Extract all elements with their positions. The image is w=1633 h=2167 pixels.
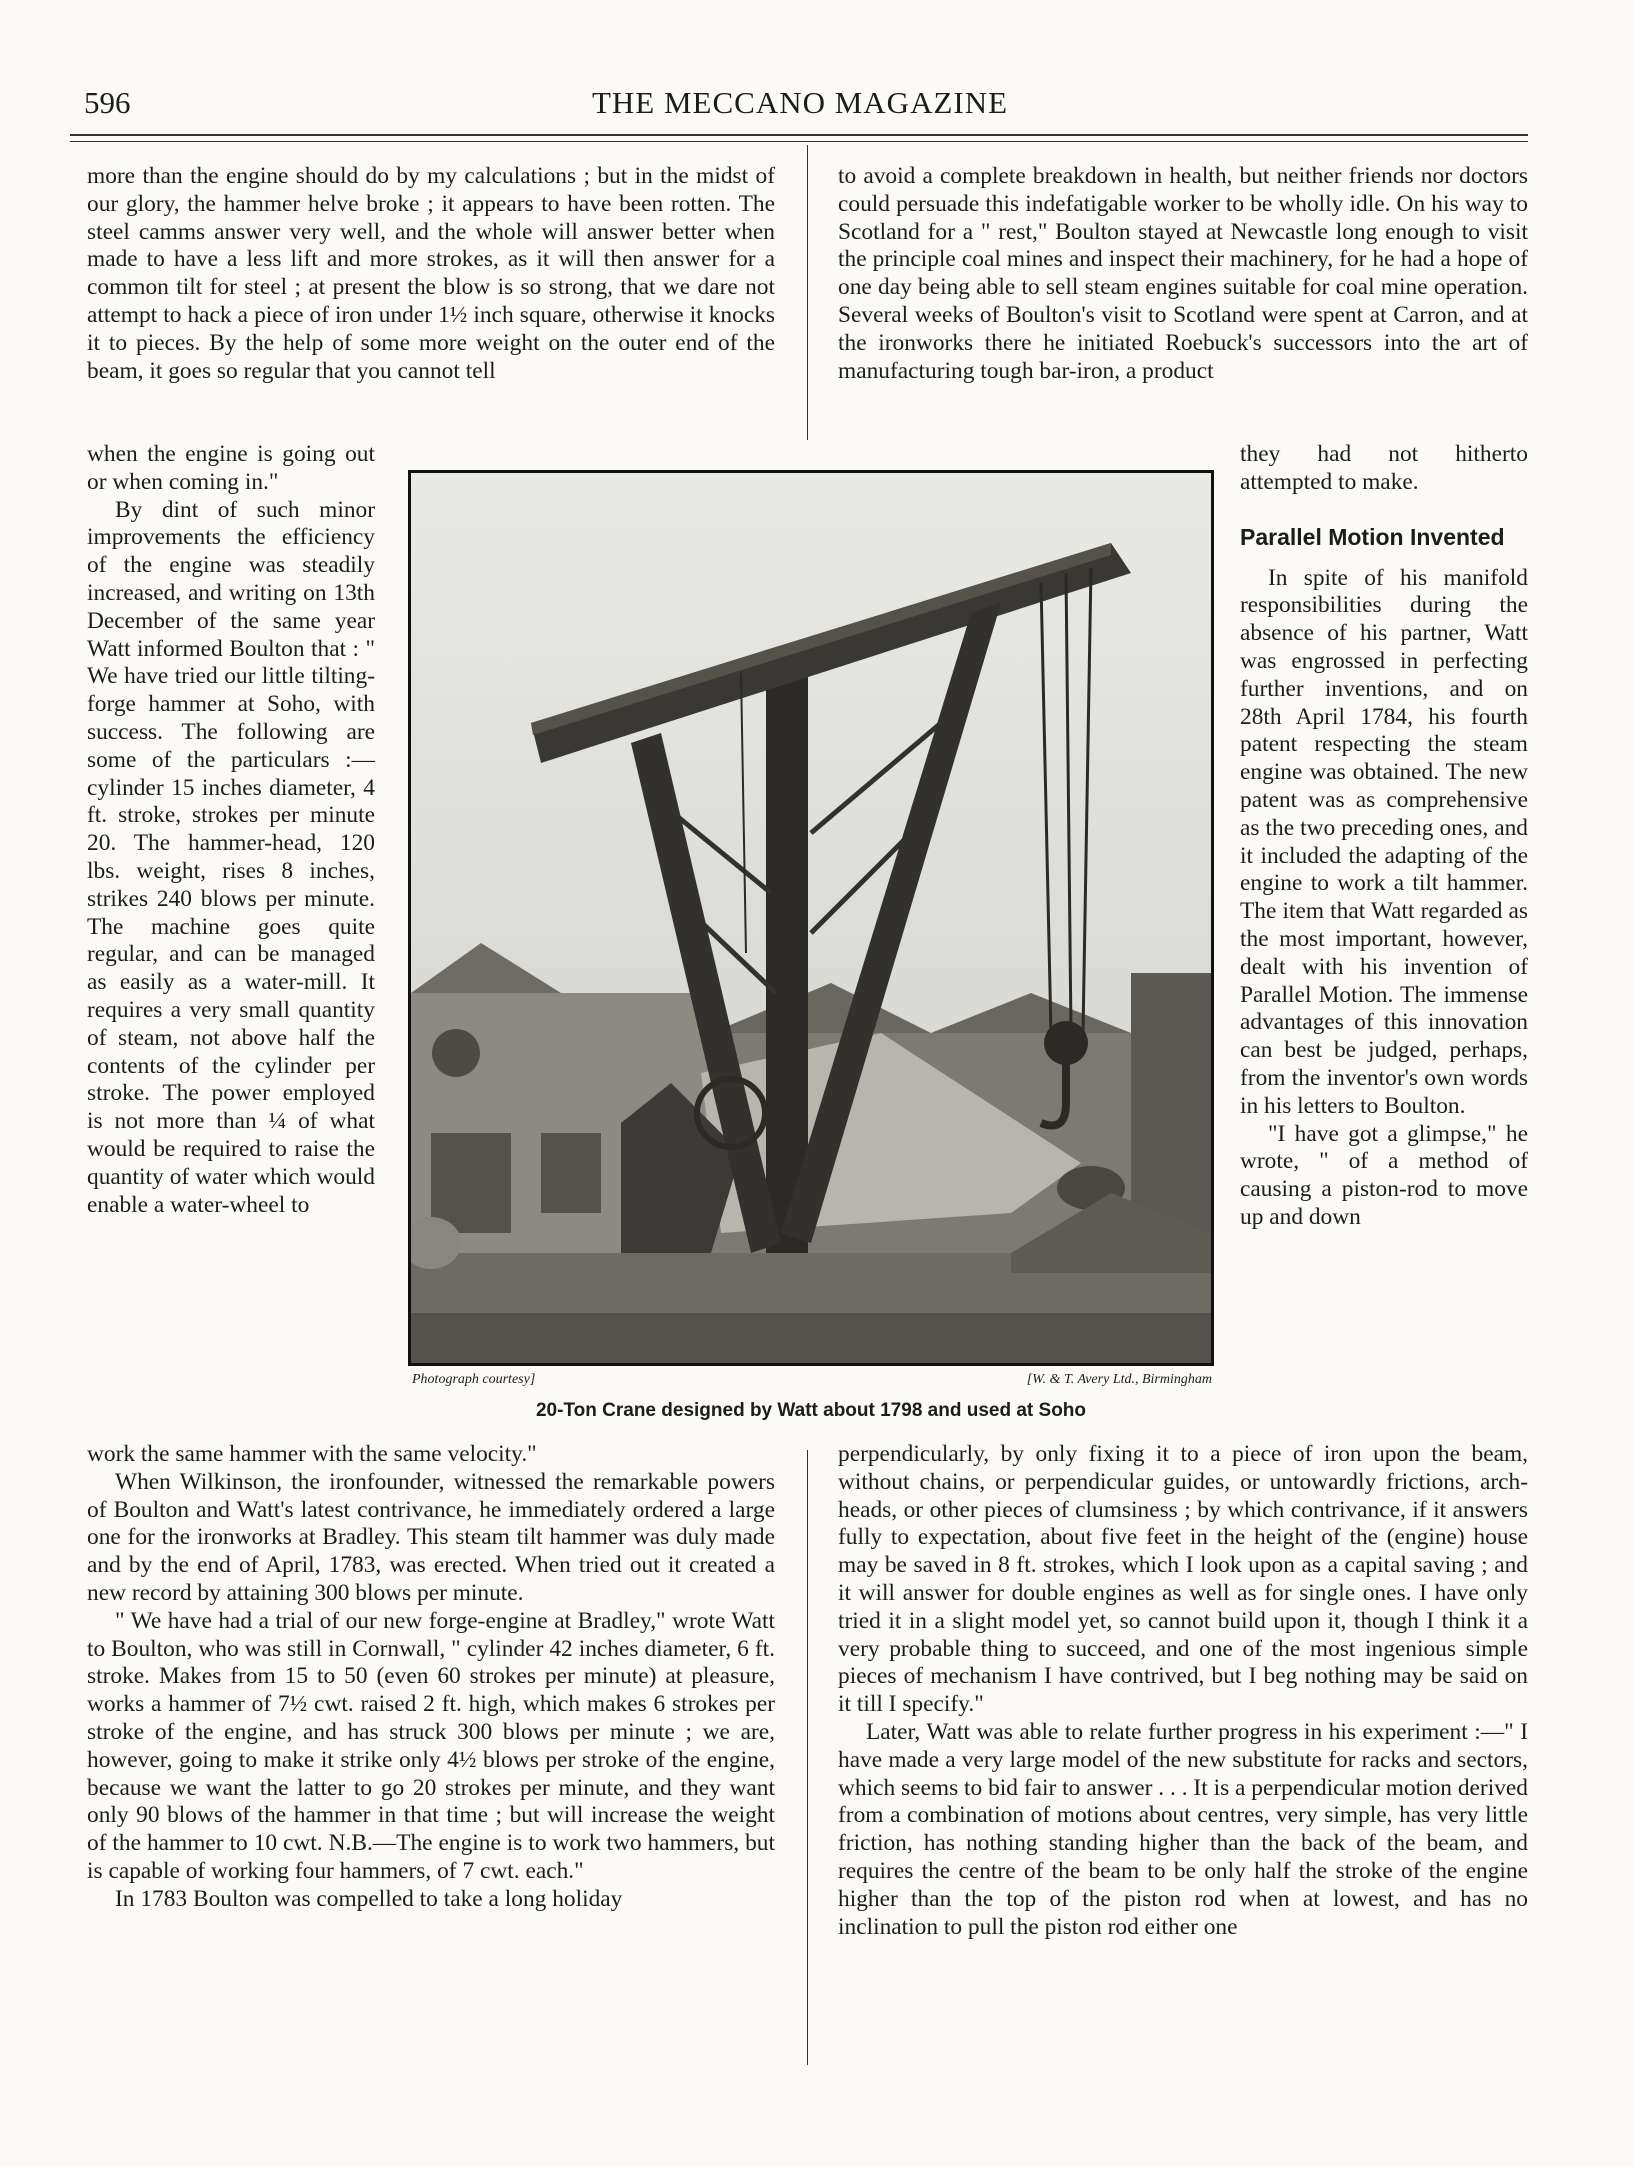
paragraph: work the same hammer with the same velocity." <box>87 1441 537 1467</box>
crane-illustration <box>411 473 1211 1363</box>
paragraph: Later, Watt was able to relate further progress in his experiment :—" I have made a very large model of the new substitute for racks and sectors, which seems to bid fair to answer . . . It is a perpendicular motion derived from a combination of motions about centres, very simple, has very little friction, has nothing standing higher than the back of the beam, and requires the centre of the beam to be only half the stroke of the engine higher than the top of the piston rod when at lowest, and has no inclination to pull the piston rod either one <box>838 1718 1528 1940</box>
paragraph: In spite of his manifold responsibilities during the absence of his partner, Watt was engrossed in perfecting further inventions, and on 28th April 1784, his fourth patent respecting the steam engine was obtained. The new patent was as comprehensive as the two preceding ones, and it included the adapting of the engine to work a tilt hammer. The item that Watt regarded as the most important, however, dealt with his invention of Parallel Motion. The immense advantages of this innovation can best be judged, perhaps, from the inventor's own words in his letters to Boulton. <box>1240 564 1528 1119</box>
paragraph: more than the engine should do by my calculations ; but in the midst of our glory, the hammer helve broke ; it appears to have been rotten. The steel camms answer very well, and the whole will answer better when made to have a less lift and more strokes, as it will then answer for a common tilt for steel ; at present the blow is so strong, that we dare not attempt to hack a piece of iron under 1½ inch square, otherwise it knocks it to pieces. By the help of some more weight on the outer end of the beam, it goes so regular that you cannot tell <box>87 163 775 384</box>
left-column-top <box>87 163 775 385</box>
right-column-narrow <box>1240 441 1528 1232</box>
page-header <box>80 85 1520 135</box>
photo-frame <box>408 470 1214 1366</box>
magazine-title: THE MECCANO MAGAZINE <box>591 85 1009 120</box>
header-rule <box>70 134 1528 136</box>
column-divider-bottom <box>807 1450 808 2065</box>
left-column-narrow <box>87 441 375 1219</box>
column-divider-top <box>807 145 808 440</box>
photo-credit-left: Photograph courtesy] <box>412 1372 536 1387</box>
paragraph: By dint of such minor improvements the efficiency of the engine was steadily increased, and writing on 13th December of the same year Watt informed Boulton that : " We have tried our little tilting-forge hammer at Soho, with success. The following are some of the particulars :—cylinder 15 inches diameter, 4 ft. stroke, strokes per minute 20. The hammer-head, 120 lbs. weight, rises 8 inches, strikes 240 blows per minute. The machine goes quite regular, and can be managed as easily as a water-mill. It requires a very small quantity of steam, not above half the contents of the cylinder per stroke. The power employed is not more than ¼ of what would be required to raise the quantity of water which would enable a water-wheel to <box>87 496 375 1218</box>
figure-caption: 20-Ton Crane designed by Watt about 1798 and used at Soho <box>535 1400 1087 1421</box>
paragraph: to avoid a complete breakdown in health, but neither friends nor doctors could persuade this indefatigable worker to be wholly idle. On his way to Scotland for a " rest," Boulton stayed at Newcastle long enough to visit the principle coal mines and inspect their machinery, for he had a hope of one day being able to sell steam engines suitable for coal mine operation. Several weeks of Boulton's visit to Scotland were spent at Carron, and at the ironworks there he initiated Roebuck's successors into the art of manufacturing tough bar-iron, a product <box>838 163 1528 384</box>
paragraph: " We have had a trial of our new forge-engine at Bradley," wrote Watt to Boulton, who was still in Cornwall, " cylinder 42 inches diameter, 6 ft. stroke. Makes from 15 to 50 (even 60 strokes per minute) at pleasure, works a hammer of 7½ cwt. raised 2 ft. high, which makes 6 strokes per stroke of the engine, and has struck 300 blows per minute ; we are, however, going to make it strike only 4½ blows per stroke of the engine, because we want the latter to go 20 strokes per minute, and they want only 90 blows of the hammer in that time ; but will increase the weight of the hammer to 10 cwt. N.B.—The engine is to work two hammers, but is capable of working four hammers, of 7 cwt. each." <box>87 1607 775 1884</box>
paragraph: In 1783 Boulton was compelled to take a long holiday <box>115 1885 623 1912</box>
right-column-bottom <box>838 1441 1528 1941</box>
paragraph: they had not hitherto attempted to make. <box>1240 441 1528 495</box>
paragraph: when the engine is going out or when coming in." <box>87 441 375 495</box>
header-rule-thin <box>70 141 1528 142</box>
page-number: 596 <box>84 85 131 120</box>
left-column-bottom <box>87 1441 775 1914</box>
right-column-top <box>838 163 1528 385</box>
crane-photograph <box>408 470 1214 1366</box>
photo-credit-right: [W. & T. Avery Ltd., Birmingham <box>1026 1372 1212 1387</box>
paragraph: "I have got a glimpse," he wrote, " of a method of causing a piston-rod to move up and down <box>1240 1120 1528 1230</box>
section-heading: Parallel Motion Invented <box>1240 523 1505 550</box>
paragraph: When Wilkinson, the ironfounder, witnessed the remarkable powers of Boulton and Watt's latest contrivance, he immediately ordered a large one for the ironworks at Bradley. This steam tilt hammer was duly made and by the end of April, 1783, was erected. When tried out it created a new record by attaining 300 blows per minute. <box>87 1468 775 1606</box>
paragraph: perpendicularly, by only fixing it to a piece of iron upon the beam, without chains, or perpendicular guides, or untowardly frictions, arch-heads, or other pieces of clumsiness ; by which contrivance, if it answers fully to expectation, about five feet in the height of the (engine) house may be saved in 8 ft. strokes, which I look upon as a capital saving ; and it will answer for double engines as well as for single ones. I have only tried it in a slight model yet, so cannot build upon it, though I think it a very probable thing to succeed, and one of the most ingenious simple pieces of mechanism I have contrived, but I beg nothing may be said on it till I specify." <box>838 1441 1528 1718</box>
